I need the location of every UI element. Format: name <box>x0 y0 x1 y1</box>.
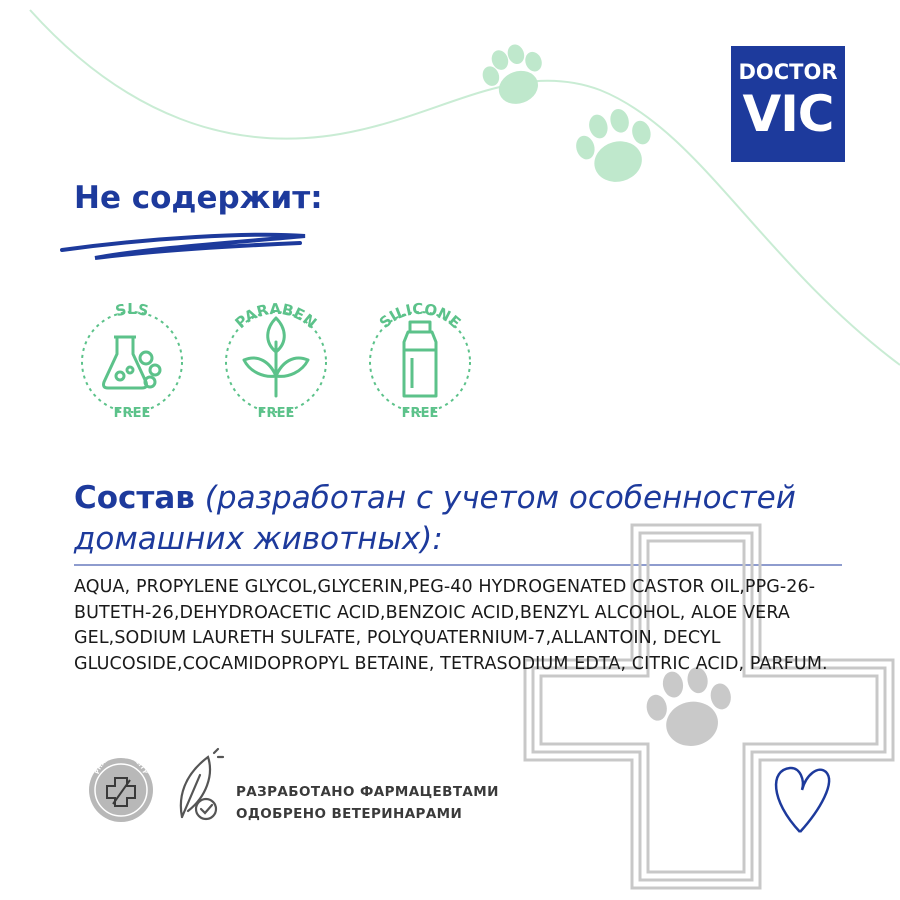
svg-text:SILICONE <box>376 300 464 332</box>
composition-title-bold: Состав <box>74 480 195 516</box>
pharma-quality-badge <box>86 740 156 830</box>
badge-bottom-label: FREE <box>401 406 439 421</box>
brand-logo-line2: VIC <box>742 85 834 143</box>
brand-logo <box>731 46 845 162</box>
silicone-free-badge <box>350 292 490 432</box>
badge-bottom-label: FREE <box>113 406 151 421</box>
composition-title <box>74 478 854 560</box>
tube-icon <box>404 322 436 396</box>
brand-logo-line1: DOCTOR <box>738 60 838 84</box>
svg-text:PARABEN <box>231 300 320 332</box>
heart-icon <box>776 768 829 832</box>
ingredients-list: AQUA, PROPYLENE GLYCOL,GLYCERIN,PEG-40 HYDROGENATED CASTOR OIL,PPG-26-BUTETH-26,DEHYDROACETIC ACID,BENZOIC ACID,BENZYL ALCOHOL, ALOE VERA GEL,SODIUM LAURETH SULFATE, POLYQUATERNIUM-7,ALLANTOIN, DECYL GLUCOSIDE,COCAMIDOPROPYL BETAINE, TETRASODIUM EDTA, CITRIC ACID, PARFUM. <box>74 577 828 674</box>
svg-text:SLS <box>114 300 151 320</box>
flask-bubbles-icon <box>104 337 161 388</box>
composition-title-italic: (разработан с учетом особенностей домашних животных): <box>74 480 796 557</box>
badge-top-label: SILICONE <box>375 299 465 332</box>
free-from-title: Не содержит: <box>74 180 323 216</box>
badge-bottom-label: FREE <box>257 406 295 421</box>
leaf-plant-icon <box>244 318 308 396</box>
paraben-free-badge <box>206 292 346 432</box>
badge-top-label: PARABEN <box>231 299 321 333</box>
sls-free-badge <box>62 292 202 432</box>
brush-underline <box>62 235 305 258</box>
paw-print-icon <box>569 102 661 190</box>
badge-top-label: SLS <box>113 300 151 321</box>
pharma-quality-label: PHARMA QUALITY <box>93 751 149 776</box>
feather-check-icon <box>170 745 230 830</box>
paw-print-icon <box>476 37 553 112</box>
claim-approved-by-vets: ОДОБРЕНО ВЕТЕРИНАРАМИ <box>236 806 463 822</box>
claim-developed-by-pharmacists: РАЗРАБОТАНО ФАРМАЦЕВТАМИ <box>236 784 499 800</box>
